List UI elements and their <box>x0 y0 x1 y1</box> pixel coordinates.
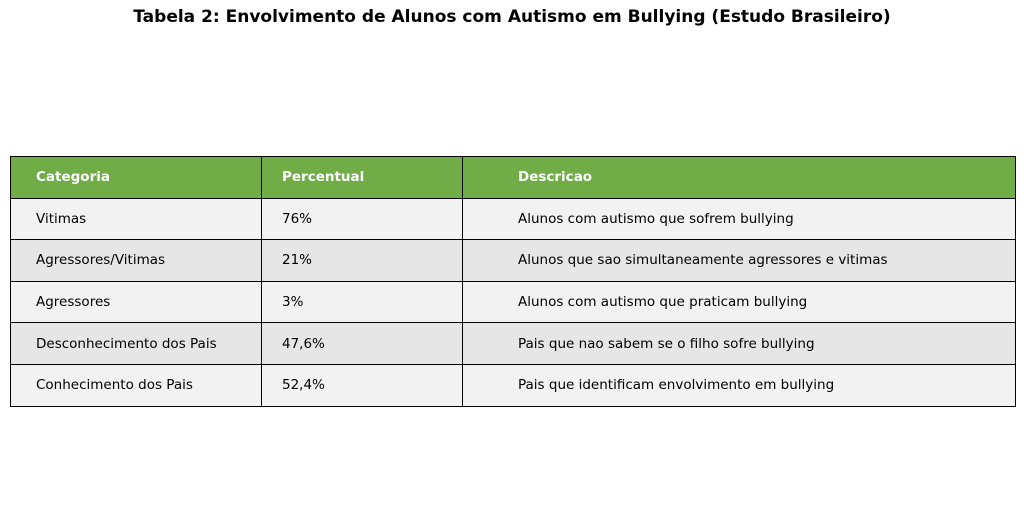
cell-percentual: 76% <box>262 198 463 240</box>
table-row <box>11 364 1016 406</box>
cell-percentual: 52,4% <box>262 364 463 406</box>
header-categoria: Categoria <box>11 157 262 199</box>
cell-descricao: Alunos com autismo que sofrem bullying <box>463 198 1016 240</box>
cell-categoria: Conhecimento dos Pais <box>11 364 262 406</box>
table-row <box>11 323 1016 365</box>
header-descricao: Descricao <box>463 157 1016 199</box>
cell-percentual: 3% <box>262 281 463 323</box>
table-header-row <box>11 157 1016 199</box>
cell-categoria: Agressores <box>11 281 262 323</box>
cell-categoria: Desconhecimento dos Pais <box>11 323 262 365</box>
table-row <box>11 240 1016 282</box>
table-row <box>11 198 1016 240</box>
header-percentual: Percentual <box>262 157 463 199</box>
data-table <box>10 156 1016 407</box>
cell-categoria: Agressores/Vitimas <box>11 240 262 282</box>
cell-descricao: Pais que identificam envolvimento em bullying <box>463 364 1016 406</box>
table-row <box>11 281 1016 323</box>
cell-categoria: Vitimas <box>11 198 262 240</box>
cell-descricao: Pais que nao sabem se o filho sofre bullying <box>463 323 1016 365</box>
table-title: Tabela 2: Envolvimento de Alunos com Autismo em Bullying (Estudo Brasileiro) <box>133 7 891 27</box>
cell-descricao: Alunos com autismo que praticam bullying <box>463 281 1016 323</box>
cell-percentual: 21% <box>262 240 463 282</box>
cell-descricao: Alunos que sao simultaneamente agressores e vitimas <box>463 240 1016 282</box>
cell-percentual: 47,6% <box>262 323 463 365</box>
